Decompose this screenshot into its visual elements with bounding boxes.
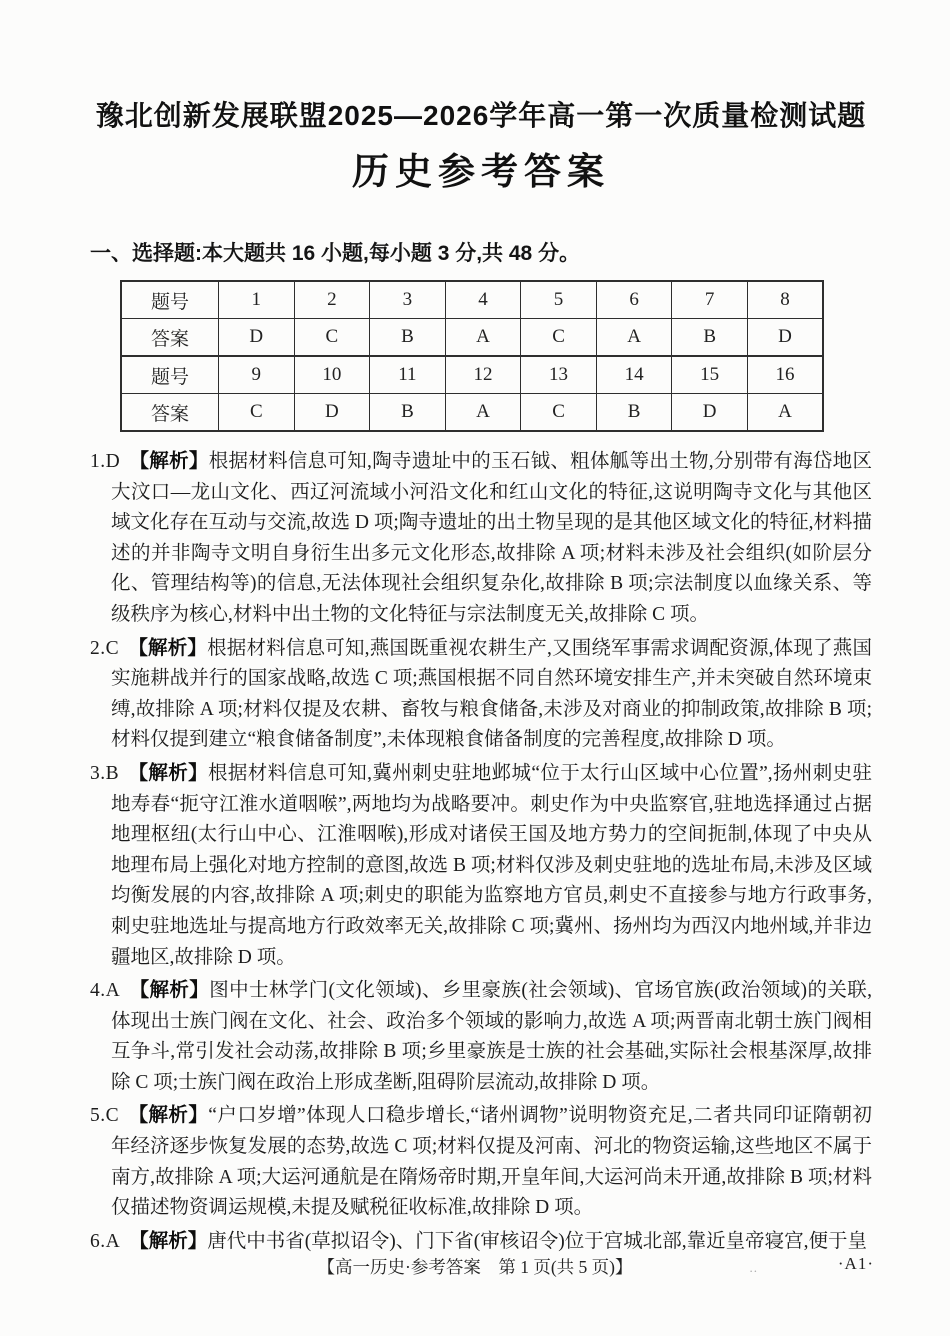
- answer-cell: 11: [370, 356, 446, 394]
- answer-cell: 8: [747, 281, 823, 319]
- analysis-tag: 【解析】: [128, 761, 209, 784]
- question-number-and-answer: 6.A: [90, 1230, 121, 1252]
- answer-table-row: [121, 281, 823, 319]
- answer-cell: D: [219, 319, 295, 357]
- explanation-item: [90, 975, 872, 1098]
- answer-cell: A: [445, 394, 521, 432]
- row-label: 题号: [121, 356, 219, 394]
- footer-page-label: 【高一历史·参考答案 第 1 页(共 5 页)】: [317, 1257, 633, 1277]
- explanation-text: “户口岁增”体现人口稳步增长,“诸州调物”说明物资充足,二者共同印证隋朝初年经济逐步恢复发展的态势,故选 C 项;材料仅提及河南、河北的物资运输,这些地区不属于南方,故排除 A 项;大运河通航是在隋炀帝时期,开皇年间,大运河尚未开通,故排除 B 项;材料仅描述物资调运规模,未提及赋税征收标准,故排除 D 项。: [111, 1105, 872, 1219]
- answer-cell: 3: [370, 281, 446, 319]
- answer-table-row: [121, 394, 823, 432]
- explanation-text: 图中士林学门(文化领域)、乡里豪族(社会领域)、官场官族(政治领域)的关联,体现出士族门阀在文化、社会、政治多个领域的影响力,故选 A 项;两晋南北朝士族门阀相互争斗,常引发社会动荡,故排除 B 项;乡里豪族是士族的社会基础,实际社会根基深厚,故排除 C 项;士族门阀在政治上形成垄断,阻碍阶层流动,故排除 D 项。: [111, 980, 872, 1093]
- explanation-item: [90, 1100, 872, 1223]
- explanation-text: 根据材料信息可知,冀州刺史驻地邺城“位于太行山区域中心位置”,扬州刺史驻地寿春“扼守江淮水道咽喉”,两地均为战略要冲。刺史作为中央监察官,驻地选择通过占据地理枢纽(太行山中心、江淮咽喉),形成对诸侯王国及地方势力的空间扼制,体现了中央从地理布局上强化对地方控制的意图,故选 B 项;材料仅涉及刺史驻地的选址布局,未涉及区域均衡发展的内容,故排除 A 项;刺史的职能为监察地方官员,刺史不直接参与地方行政事务,刺史驻地选址与提高地方行政效率无关,故排除 C 项;冀州、扬州均为西汉内地州域,并非边疆地区,故排除 D 项。: [111, 762, 872, 968]
- explanation-item: [90, 1226, 872, 1258]
- analysis-tag: 【解析】: [128, 636, 208, 659]
- answer-cell: A: [445, 319, 521, 357]
- explanation-item: [90, 446, 872, 631]
- answer-cell: 13: [521, 356, 597, 394]
- explanation-item: [90, 758, 872, 973]
- row-label: 题号: [121, 281, 219, 319]
- question-number-and-answer: 1.D: [90, 451, 121, 472]
- answer-cell: 6: [596, 281, 672, 319]
- answer-cell: D: [294, 394, 370, 432]
- answer-cell: B: [596, 394, 672, 432]
- answer-cell: A: [747, 394, 823, 432]
- answer-cell: C: [521, 394, 597, 432]
- analysis-tag: 【解析】: [129, 450, 209, 472]
- answer-cell: 2: [294, 281, 370, 319]
- answer-cell: 10: [294, 356, 370, 394]
- answer-table-body: [121, 281, 823, 431]
- answer-cell: 7: [672, 281, 748, 319]
- answer-cell: D: [672, 394, 748, 432]
- answer-cell: 12: [445, 356, 521, 394]
- exam-subtitle: 历史参考答案: [352, 151, 610, 192]
- explanation-text: 根据材料信息可知,燕国既重视农耕生产,又围绕军事需求调配资源,体现了燕国实施耕战并行的国家战略,故选 C 项;燕国根据不同自然环境安排生产,并未突破自然环境束缚,故排除 A 项;材料仅提及农耕、畜牧与粮食储备,未涉及对商业的抑制政策,故排除 B 项;材料仅提到建立“粮食储备制度”,未体现粮食储备制度的完善程度,故排除 D 项。: [111, 637, 872, 751]
- answer-table-row: [121, 319, 823, 357]
- answer-table-row: [121, 356, 823, 394]
- footer-paper-code: ·A1·: [837, 1254, 874, 1273]
- answer-cell: 16: [747, 356, 823, 394]
- row-label: 答案: [121, 319, 219, 357]
- question-number-and-answer: 5.C: [90, 1105, 120, 1127]
- answer-cell: 4: [445, 281, 521, 319]
- explanations: [90, 446, 872, 1257]
- answer-cell: B: [370, 319, 446, 357]
- answer-cell: C: [219, 394, 295, 432]
- exam-title: 豫北创新发展联盟2025—2026学年高一第一次质量检测试题: [95, 100, 867, 131]
- question-number-and-answer: 3.B: [90, 762, 120, 784]
- answer-cell: B: [672, 319, 748, 357]
- analysis-tag: 【解析】: [128, 1104, 209, 1127]
- footer-faint-mark: ..: [749, 1260, 758, 1275]
- explanation-text: 唐代中书省(草拟诏令)、门下省(审核诏令)位于宫城北部,靠近皇帝寝宫,便于皇: [207, 1230, 867, 1252]
- answer-cell: 5: [521, 281, 597, 319]
- answer-cell: C: [521, 319, 597, 357]
- answer-cell: 1: [219, 281, 295, 319]
- analysis-tag: 【解析】: [129, 1229, 208, 1252]
- answer-cell: 9: [219, 356, 295, 394]
- answer-table: [120, 280, 824, 432]
- question-number-and-answer: 4.A: [90, 980, 121, 1002]
- answer-cell: A: [596, 319, 672, 357]
- answer-cell: B: [370, 394, 446, 432]
- row-label: 答案: [121, 394, 219, 432]
- page-footer: [0, 1254, 950, 1278]
- section-heading-multiple-choice: 一、选择题:本大题共 16 小题,每小题 3 分,共 48 分。: [90, 242, 581, 265]
- question-number-and-answer: 2.C: [90, 637, 120, 659]
- answer-cell: D: [747, 319, 823, 357]
- answer-cell: C: [294, 319, 370, 357]
- answer-cell: 15: [672, 356, 748, 394]
- answer-cell: 14: [596, 356, 672, 394]
- explanation-item: [90, 633, 872, 756]
- explanation-text: 根据材料信息可知,陶寺遗址中的玉石钺、粗体觚等出土物,分别带有海岱地区大汶口—龙山文化、西辽河流域小河沿文化和红山文化的特征,这说明陶寺文化与其他区域文化存在互动与交流,故选 D 项;陶寺遗址的出土物呈现的是其他区域文化的特征,材料描述的并非陶寺文明自身衍生出多元文化形态,故排除 A 项;材料未涉及社会组织(如阶层分化、管理结构等)的信息,无法体现社会组织复杂化,故排除 B 项;宗法制度以血缘关系、等级秩序为核心,材料中出土物的文化特征与宗法制度无关,故排除 C 项。: [111, 451, 872, 625]
- analysis-tag: 【解析】: [129, 979, 210, 1002]
